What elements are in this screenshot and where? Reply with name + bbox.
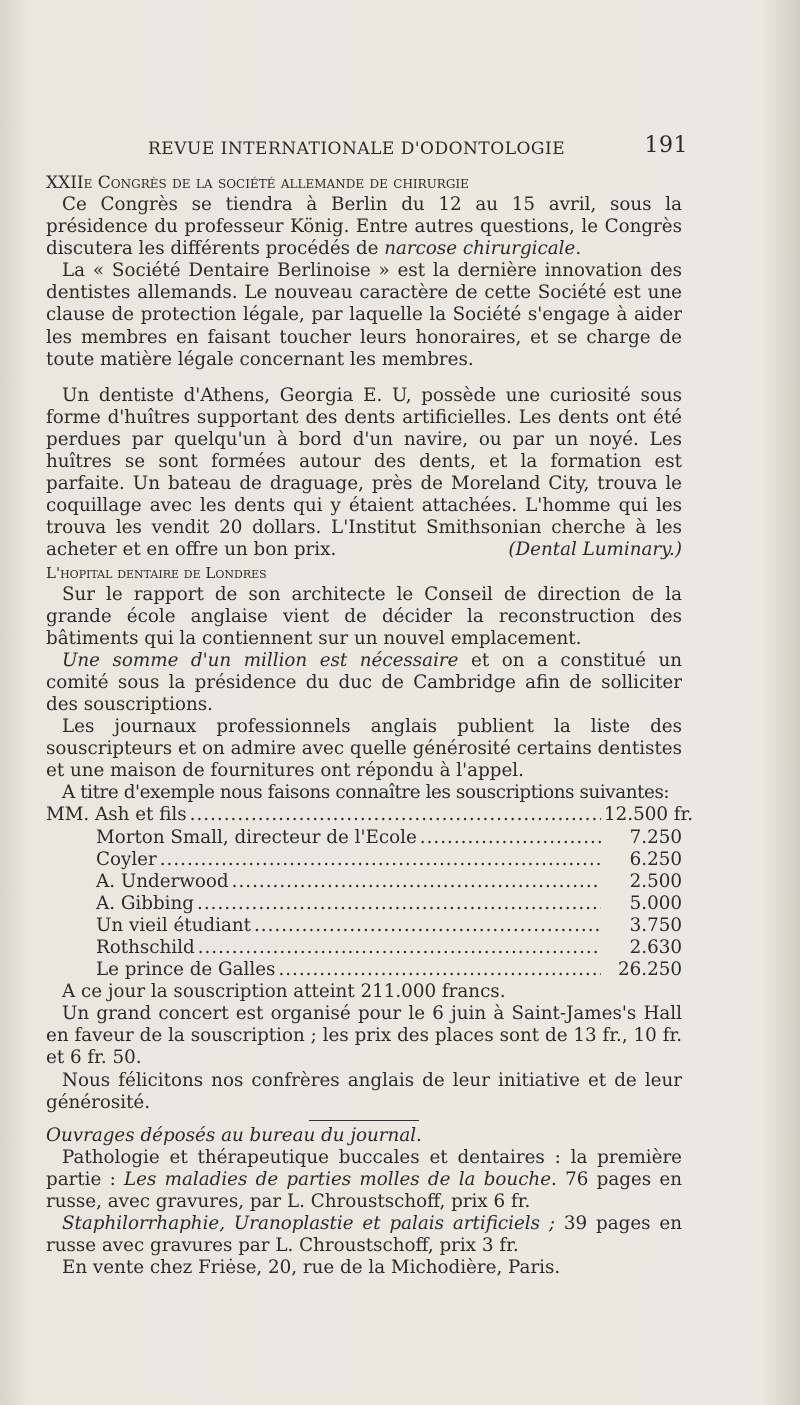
running-title: REVUE INTERNATIONALE D'ODONTOLOGIE	[148, 139, 566, 159]
ouvrages-book-2: Staphilorrhaphie, Uranoplastie et palais artificiels ; 39 pages en russe avec gravures par L. Chroustschoff, prix 3 fr.	[46, 1213, 682, 1257]
ouvrages-book-1: Pathologie et thérapeutique buccales et dentaires : la première partie : Les maladies de parties molles de la bouche. 76 pages en russe, avec gravures, par L. Chroustschoff, prix 6 fr.	[46, 1146, 682, 1213]
ouvrages-vente: En vente chez Friėse, 20, rue de la Michodière, Paris.	[62, 1257, 561, 1279]
ouvrages-title: Ouvrages déposés au bureau du journal.	[46, 1124, 422, 1146]
section-divider	[309, 1120, 419, 1121]
congres-paragraph: Ce Congrès se tiendra à Berlin du 12 au 15 avril, sous la présidence du professeur König. Entre autres questions, le Congrès discutera les différents procédés de narcose chirurgicale.	[46, 194, 682, 260]
subscription-list	[46, 804, 694, 981]
hopital-p1: Sur le rapport de son architecte le Conseil de direction de la grande école anglaise vient de décider la reconstruction des bâtiments qui la contiennent sur un nouvel emplacement.	[46, 583, 682, 649]
subscription-row: A. Underwood ..... 2.500	[46, 871, 682, 893]
subscription-row: Un vieil étudiant ..... 3.750	[46, 915, 682, 937]
hopital-p2: Une somme d'un million est nécessaire et on a constitué un comité sous la présidence du duc de Cambridge afin de solliciter des souscriptions.	[46, 649, 682, 715]
subscription-row: MM. Ash et fils ..... 12.500 fr.	[46, 804, 682, 826]
congres-title: XXIIe Congrès de la société allemande de chirurgie	[46, 173, 469, 193]
page-number: 191	[644, 133, 688, 158]
subscription-row: A. Gibbing ..... 5.000	[46, 893, 682, 915]
subscription-row: Morton Small, directeur de l'Ecole ..... 7.250	[46, 827, 682, 849]
article-body	[46, 172, 694, 1279]
subscription-row: Le prince de Galles ..... 26.250	[46, 959, 682, 981]
hopital-title: L'hopital dentaire de Londres	[46, 563, 267, 582]
athens-source: (Dental Luminary.)	[508, 539, 682, 561]
hopital-p6: Un grand concert est organisé pour le 6 juin à Saint-James's Hall en faveur de la souscription ; les prix des places sont de 13 fr., 10 fr. et 6 fr. 50.	[46, 1003, 682, 1069]
subscription-row: Coyler ..... 6.250	[46, 849, 682, 871]
hopital-p5: A ce jour la souscription atteint 211.000 francs.	[62, 981, 506, 1003]
subscription-row: Rothschild ..... 2.630	[46, 937, 682, 959]
hopital-p3: Les journaux professionnels anglais publient la liste des souscripteurs et on admire avec quelle générosité certains dentistes et une maison de fournitures ont répondu à l'appel.	[46, 716, 682, 782]
athens-paragraph: Un dentiste d'Athens, Georgia E. U, possède une curiosité sous forme d'huîtres supportant des dents artificielles. Les dents ont été perdues par quelqu'un à bord d'un navire, ou par un noyé. Les huîtres se sont formées autour des dents, et la formation est parfaite. Un bateau de draguage, près de Moreland City, trouva le coquillage avec les dents qui y étaient attachées. L'homme qui les trouva les vendit 20 dollars. L'Institut Smithsonian cherche à les acheter et en offre un bon prix. (Dental Luminary.)	[46, 384, 682, 561]
hopital-p7: Nous félicitons nos confrères anglais de leur initiative et de leur générosité.	[46, 1069, 682, 1113]
berlinoise-paragraph: La « Société Dentaire Berlinoise » est la dernière innovation des dentistes allemands. Le nouveau caractère de cette Société est une clause de protection légale, par laquelle la Société s'engage à aider les membres en faisant toucher leurs honoraires, et se charge de toute matière légale concernant les membres.	[46, 260, 682, 370]
hopital-p4: A titre d'exemple nous faisons connaître les souscriptions suivantes:	[62, 782, 670, 804]
running-header	[148, 133, 688, 161]
